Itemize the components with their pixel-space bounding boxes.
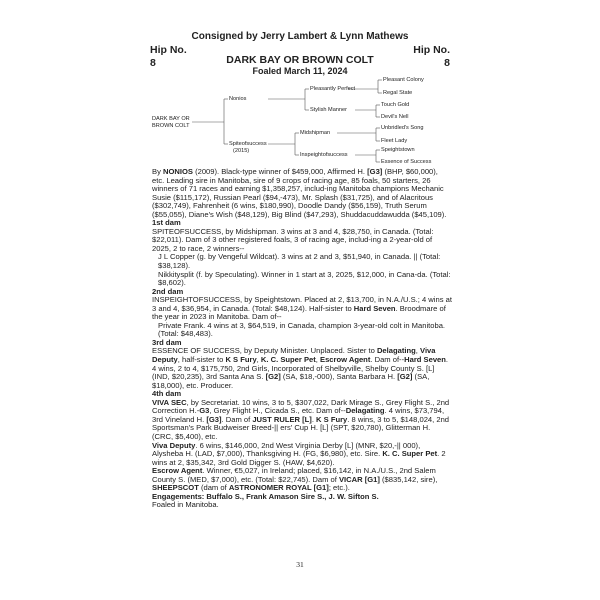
text-run: . Dam of-- (370, 355, 405, 365)
pedigree-paragraph (152, 399, 452, 442)
bold-run: Hard Seven (353, 303, 396, 313)
bold-run: K. C. Super Pet (382, 449, 438, 459)
section-heading: 2nd dam (152, 286, 184, 296)
text-run: By (152, 167, 163, 176)
text-run: (SA, $18,-000), Santa Barbara H. (280, 372, 398, 382)
bold-run: G3 (199, 406, 210, 416)
catalog-body (152, 168, 452, 510)
pedigree-g3-5: Unbridled's Song (381, 125, 424, 131)
bold-run: Escrow Agent (320, 355, 371, 365)
text-run: SPITEOFSUCCESS, by Midshipman. 3 wins at 3 and 4, $28,750, in Canada. (Total: $22,011). Dam of 3 other registered foals, 3 of racing age, includ-ing a 2-year-old of 2025, 2 to race, 2 winners-- (152, 226, 434, 253)
bold-run: Hard Seven (404, 355, 446, 365)
bold-run: [G2] (397, 372, 413, 382)
text-run: Foaled in Manitoba. (152, 500, 219, 510)
text-run: , by Secretariat. 10 wins, 3 to 5, $307,022, Dark Mirage S., Grey Flight S., 2nd Correction H.- (152, 397, 450, 416)
pedigree-paragraph (152, 467, 452, 493)
text-run: (2009). Black-type winner of $459,000, Affirmed H. (192, 167, 368, 176)
pedigree-g3-1: Pleasant Colony (383, 77, 424, 83)
produce-entry (152, 322, 452, 339)
bold-run: [G3] (206, 414, 222, 424)
pedigree-paragraph (152, 228, 452, 254)
text-run: . Winner, €5,027, in Ireland; placed, $16,142, in N.A./U.S., 2nd Salem County S. (MED, $7,000), etc. (Total: $22,745). Dam of (152, 466, 436, 484)
pedigree-g3-4: Devil's Nell (381, 114, 409, 120)
pedigree-g3-6: Fleet Lady (381, 138, 408, 144)
pedigree-g3-7: Speightstown (381, 147, 415, 153)
bold-run: [G2] (265, 372, 281, 382)
produce-entry (152, 253, 452, 270)
pedigree-dam: Spiteofsuccess (229, 141, 267, 147)
section-heading: 4th dam (152, 389, 182, 399)
text-run: . 4 wins, 2 to 4, $175,750, 2nd Girls, Incorporated of Shelbyville, Shelby County S. [L] (IND, $20,235), 3rd Santa Ana S. (152, 355, 449, 382)
pedigree-sire-sire: Pleasantly Perfect (310, 86, 356, 92)
hip-label: Hip No. (150, 44, 187, 56)
bold-run: K. C. Super Pet (260, 355, 316, 365)
pedigree-sire-dam: Stylish Manner (310, 107, 347, 113)
bold-run: Delagating (345, 406, 385, 416)
pedigree-g3-3: Touch Gold (381, 102, 410, 108)
text-run: . 2 wins at 2, $35,342, 3rd Gold Digger S. (HAW, $4,620). (152, 449, 446, 467)
text-run: , (415, 346, 421, 356)
bold-run: SHEEPSCOT (152, 483, 199, 493)
hip-value: 8 (150, 57, 156, 69)
produce-entry (152, 271, 452, 288)
text-run: (BHP, $60,000), etc. Leading sire in Manitoba, sire of 9 crops of racing age, 85 foals, 50 starters, 26 winners of 71 races and earning $1,358,257, includ-ing Manitoba champions Mechanic Susie ($115,172), Russian Pearl ($94,-473), Mr. Splash ($31,725), and of Alacritous ($302,749), Fahrenheit (6 wins, $180,990), Doodle Dandy ($56,159), Truth Serum ($55,055), Diane's Wish ($48,129), Big Blind ($47,293), Shuddacuddawudda ($45,109). (152, 167, 447, 219)
pedigree-dam-dam: Inspeightofsuccess (300, 152, 348, 158)
section-heading: Engagements: Buffalo S., Frank Amason Sire S., J. W. Sifton S. (152, 491, 379, 501)
text-run: ; etc.). (328, 483, 350, 493)
pedigree-paragraph (152, 347, 452, 390)
bold-run: NONIOS (162, 167, 193, 176)
bold-run: K S Fury (316, 414, 348, 424)
text-run: , (256, 355, 261, 365)
text-run: , half-sister to (177, 355, 226, 365)
pedigree-g3-2: Regal State (383, 90, 413, 96)
text-run: , Grey Flight H., Cicada S., etc. Dam of-- (209, 406, 346, 416)
section-heading: 1st dam (152, 218, 181, 228)
pedigree-paragraph (152, 168, 452, 219)
bold-run: Delagating (376, 346, 416, 356)
text-run: . 6 wins, $146,000, 2nd West Virginia Derby [L] (MNR, $20,-|| 000), Alysheba H. (LAD, $7,000), Thanksgiving H. (FG, $6,980), etc. Sire. (152, 440, 421, 459)
pedigree-g3-8: Essence of Success (381, 159, 432, 165)
page-number: 31 (296, 560, 304, 569)
consignor-line: Consigned by Jerry Lambert & Lynn Mathews (191, 31, 409, 42)
text-run: , (315, 355, 320, 365)
text-run: Private Frank. 4 wins at 3, $64,519, in Canada, champion 3-year-old colt in Manitoba. (Total: $48,483). (158, 320, 446, 339)
bold-run: K S Fury (225, 355, 257, 365)
text-run: . Dam of (221, 414, 253, 424)
foaled-date: Foaled March 11, 2024 (252, 66, 348, 76)
text-run: Nikkitysplit (f. by Speculating). Winner in 1 start at 3, 2025, $12,000, in Cana-da. (Total: $8,602). (158, 269, 451, 288)
pedigree-dam-year: (2015) (233, 148, 250, 154)
pedigree-dam-sire: Midshipman (300, 130, 331, 136)
text-run: . Broodmare of the year in 2023 in Manitoba. Dam of-- (152, 303, 446, 322)
pedigree-sire: Nonios (229, 96, 247, 102)
pedigree-paragraph (152, 442, 452, 468)
text-run: (dam of (198, 483, 229, 493)
bold-run: VIVA SEC (152, 397, 187, 407)
horse-title: DARK BAY OR BROWN COLT (226, 54, 374, 66)
pedigree-subject-line2: BROWN COLT (152, 123, 190, 129)
hip-value: 8 (444, 57, 450, 69)
bold-run: Viva Deputy (152, 346, 436, 365)
bold-run: Viva Deputy (152, 440, 196, 450)
text-run: . 8 wins, 3 to 5, $148,024, 2nd Sportsman's Park Budweiser Breed-|| ers' Cup H. [L] (SPT, $20,780), Glitterman H. (CRC, $5,400), etc. (152, 414, 450, 441)
section-heading: 3rd dam (152, 337, 182, 347)
text-run: ($835,142, sire), (379, 474, 438, 484)
hip-label: Hip No. (413, 44, 450, 56)
pedigree-subject-line1: DARK BAY OR (152, 116, 190, 122)
text-run: J L Copper (g. by Vengeful Wildcat). 3 wins at 2 and 3, $51,940, in Canada. || (Total: $38,128). (158, 252, 441, 271)
bold-run: JUST RULER [L] (252, 414, 312, 424)
bold-run: Escrow Agent (152, 466, 203, 476)
text-run: . (311, 414, 317, 424)
pedigree-paragraph (152, 296, 452, 322)
text-run: . 4 wins, $73,794, 3rd Vineland H. (152, 406, 445, 424)
pedigree-paragraph (152, 501, 452, 510)
bold-run: VICAR [G1] (338, 474, 380, 484)
bold-run: [G3] (367, 167, 383, 176)
text-run: ESSENCE OF SUCCESS, by Deputy Minister. Unplaced. Sister to (152, 346, 377, 356)
text-run: (SA, $18,000), etc. Producer. (152, 372, 430, 390)
text-run: INSPEIGHTOFSUCCESS, by Speightstown. Placed at 2, $13,700, in N.A./U.S.; 4 wins at 3 and 4, $36,954, in Canada. (Total: $48,124). Half-sister to (152, 295, 452, 313)
bold-run: ASTRONOMER ROYAL [G1] (228, 483, 329, 493)
